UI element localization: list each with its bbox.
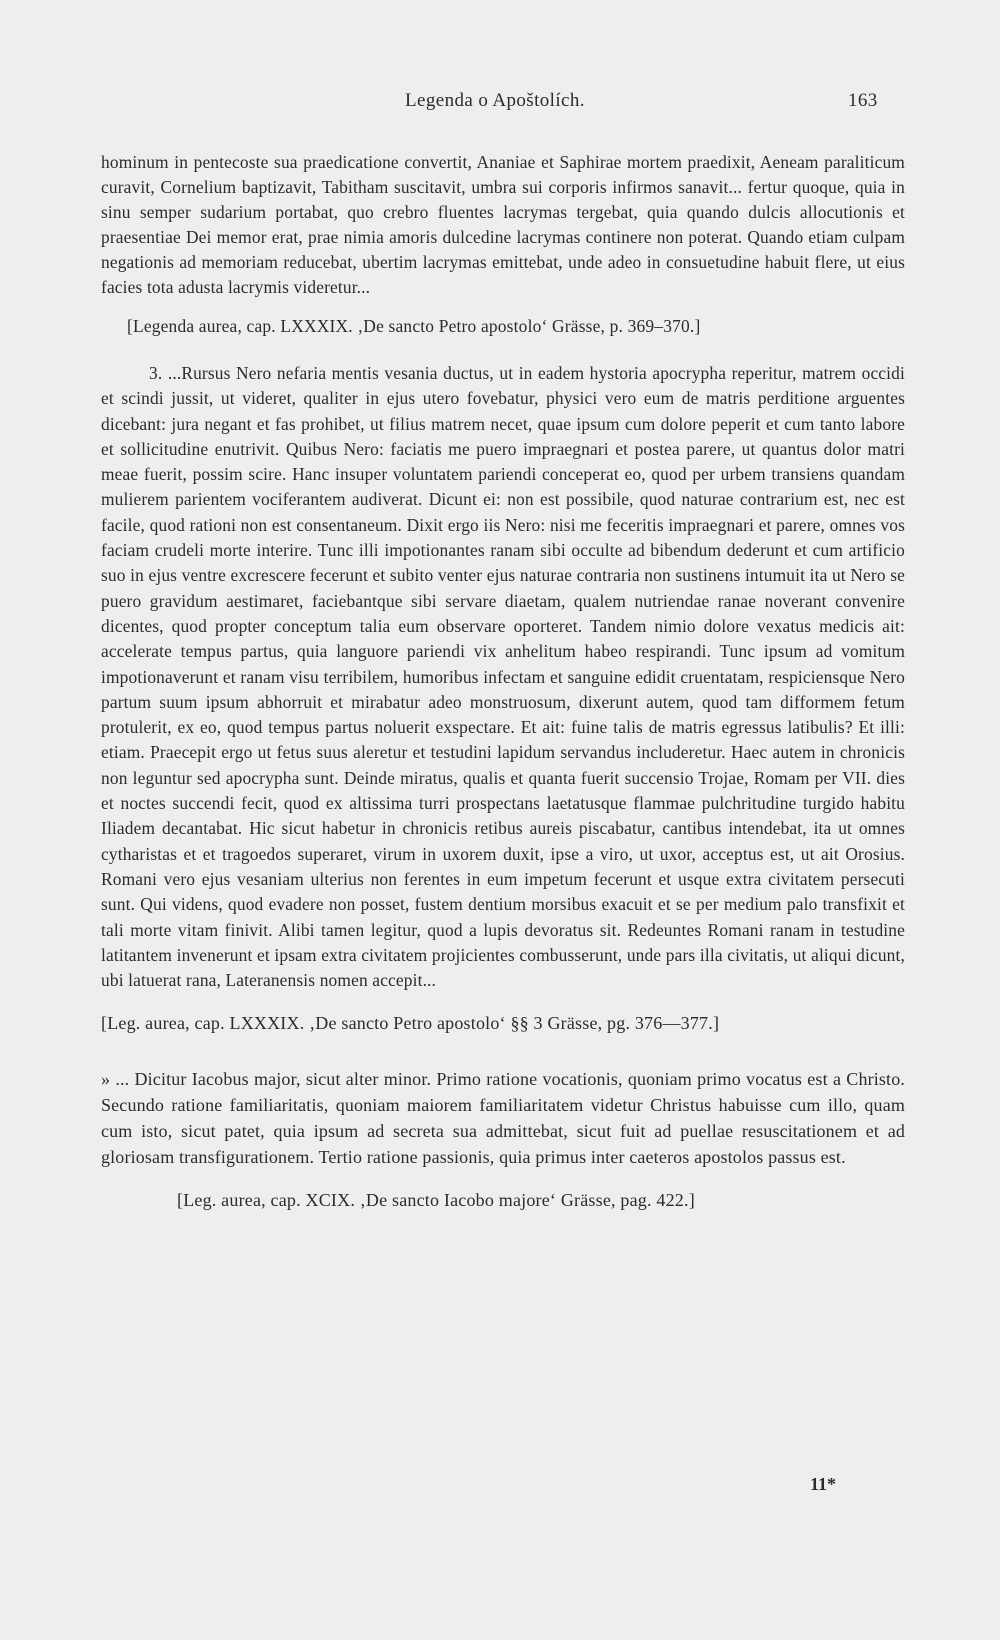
signature-mark: 11* bbox=[810, 1474, 837, 1494]
paragraph-2: 3. ...Rursus Nero nefaria mentis vesania ductus, ut in eadem hystoria apocrypha reperitur, matrem occidi et scindi jussit, ut videret, qualiter in ejus utero fovebatur, physici vero eum de matris perditione arguentes dicebant: jura negant et fas prohibet, ut filius matrem necet, quae ipsum cum dolore peperit et cum tanto labore et sollicitudine enutrivit. Quibus Nero: faciatis me puero impraegnari et postea parere, ut quantus dolor matri meae fuerit, possim scire. Hanc insuper voluntatem pariendi conceperat eo, quod per urbem transiens quandam mulierem parientem vociferantem audiverat. Dicunt ei: non est possibile, quod naturae contrarium est, nec est facile, quod rationi non est consentaneum. Dixit ergo iis Nero: nisi me feceritis impraegnari et parere, omnes vos faciam crudeli morte interire. Tunc illi impotionantes ranam sibi occulte ad bibendum dederunt et cum artificio suo in ejus ventre excrescere fecerunt et subito venter ejus naturae contraria non sustinens intumuit ita ut Nero se puero gravidum aestimaret, faciebantque sibi servare diaetam, qualem nutriendae ranae noverant convenire dicentes, quod propter conceptum talia eum observare oporteret. Tandem nimio dolore vexatus medicis ait: accelerate tempus partus, quia languore pariendi vix anhelitum habeo respirandi. Tunc ipsum ad vomitum impotionaverunt et ranam visu terribilem, humoribus infectam et sanguine edidit cruentatam, respiciensque Nero partum suum ipsum abhorruit et mirabatur adeo monstruosum, dixerunt autem, quod tam difformem fetum protulerit, ex eo, quod tempus partus noluerit exspectare. Et ait: fuine talis de matris egressus latibulis? Et illi: etiam. Praecepit ergo ut fetus suus aleretur et testudini lapidum servandus includeretur. Haec autem in chronicis non leguntur sed apocrypha sunt. Deinde miratus, qualis et quanta fuerit succensio Trojae, Romam per VII. dies et noctes succendi fecit, quod ex altissima turri prospectans laetatusque flammae pulchritudine turgido habitu Iliadem decantabat. Hic sicut habetur in chronicis retibus aureis piscabatur, cantibus intendebat, ita ut omnes cytharistas et et tragoedos superaret, virum in uxorem duxit, ipse a viro, ut uxor, acceptus est, ut ait Orosius. Romani vero ejus vesaniam ulterius non ferentes in eum impetum fecerunt et usque extra civitatem persecuti sunt. Qui videns, quod evadere non posset, fustem dentium morsibus exacuit et se per medium palo transfixit et tali morte vitam finivit. Alibi tamen legitur, quod a lupis devoratus sit. Redeuntes Romani ranam in testudine latitantem invenerunt et ipsam extra civitatem projicientes combusserunt, unde pars illa civitatis, ut aliqui dicunt, ubi latuerat rana, Lateranensis nomen accepit... bbox=[101, 363, 905, 991]
source-citation-2: [Leg. aurea, cap. LXXXIX. ‚De sancto Petro apostolo‘ §§ 3 Grässe, pg. 376—377.] bbox=[101, 1013, 720, 1034]
paragraph-3: » ... Dicitur Iacobus major, sicut alter minor. Primo ratione vocationis, quoniam primo vocatus est a Christo. Secundo ratione familiaritatis, quoniam maiorem familiaritatem videtur Christus habuisse cum illo, quam cum isto, sicut patet, quia ipsum ad secreta sua admittebat, sicut fuit ad puellae resuscitationem et ad gloriosam transfigurationem. Tertio ratione passionis, quia primus inter caeteros apostolos passus est. bbox=[101, 1069, 905, 1168]
running-head bbox=[0, 90, 1000, 122]
paragraph-1: hominum in pentecoste sua praedicatione convertit, Ananiae et Saphirae mortem praedixit, Aeneam paraliticum curavit, Cornelium baptizavit, Tabitham suscitavit, umbra sui corporis infirmos sanavit... fertur quoque, quia in sinu semper sudarium portabat, quo crebro fluentes lacrymas tergebat, quia quando dulcis allocutionis et praesentiae Dei memor erat, prae nimia amoris dulcedine lacrymas continere non poterat. Quando etiam culpam negationis ad memoriam reducebat, ubertim lacrymas emittebat, unde adeo in consuetudine habuit flere, ut eius facies tota adusta lacrymis videretur... bbox=[101, 152, 905, 297]
source-citation-1: [Legenda aurea, cap. LXXXIX. ‚De sancto Petro apostolo‘ Grässe, p. 369–370.] bbox=[127, 316, 701, 336]
source-citation-3: [Leg. aurea, cap. XCIX. ‚De sancto Iacobo majore‘ Grässe, pag. 422.] bbox=[177, 1190, 695, 1211]
page-body bbox=[101, 150, 905, 1213]
running-title: Legenda o Apoštolích. bbox=[405, 90, 585, 111]
page-number: 163 bbox=[848, 90, 878, 111]
